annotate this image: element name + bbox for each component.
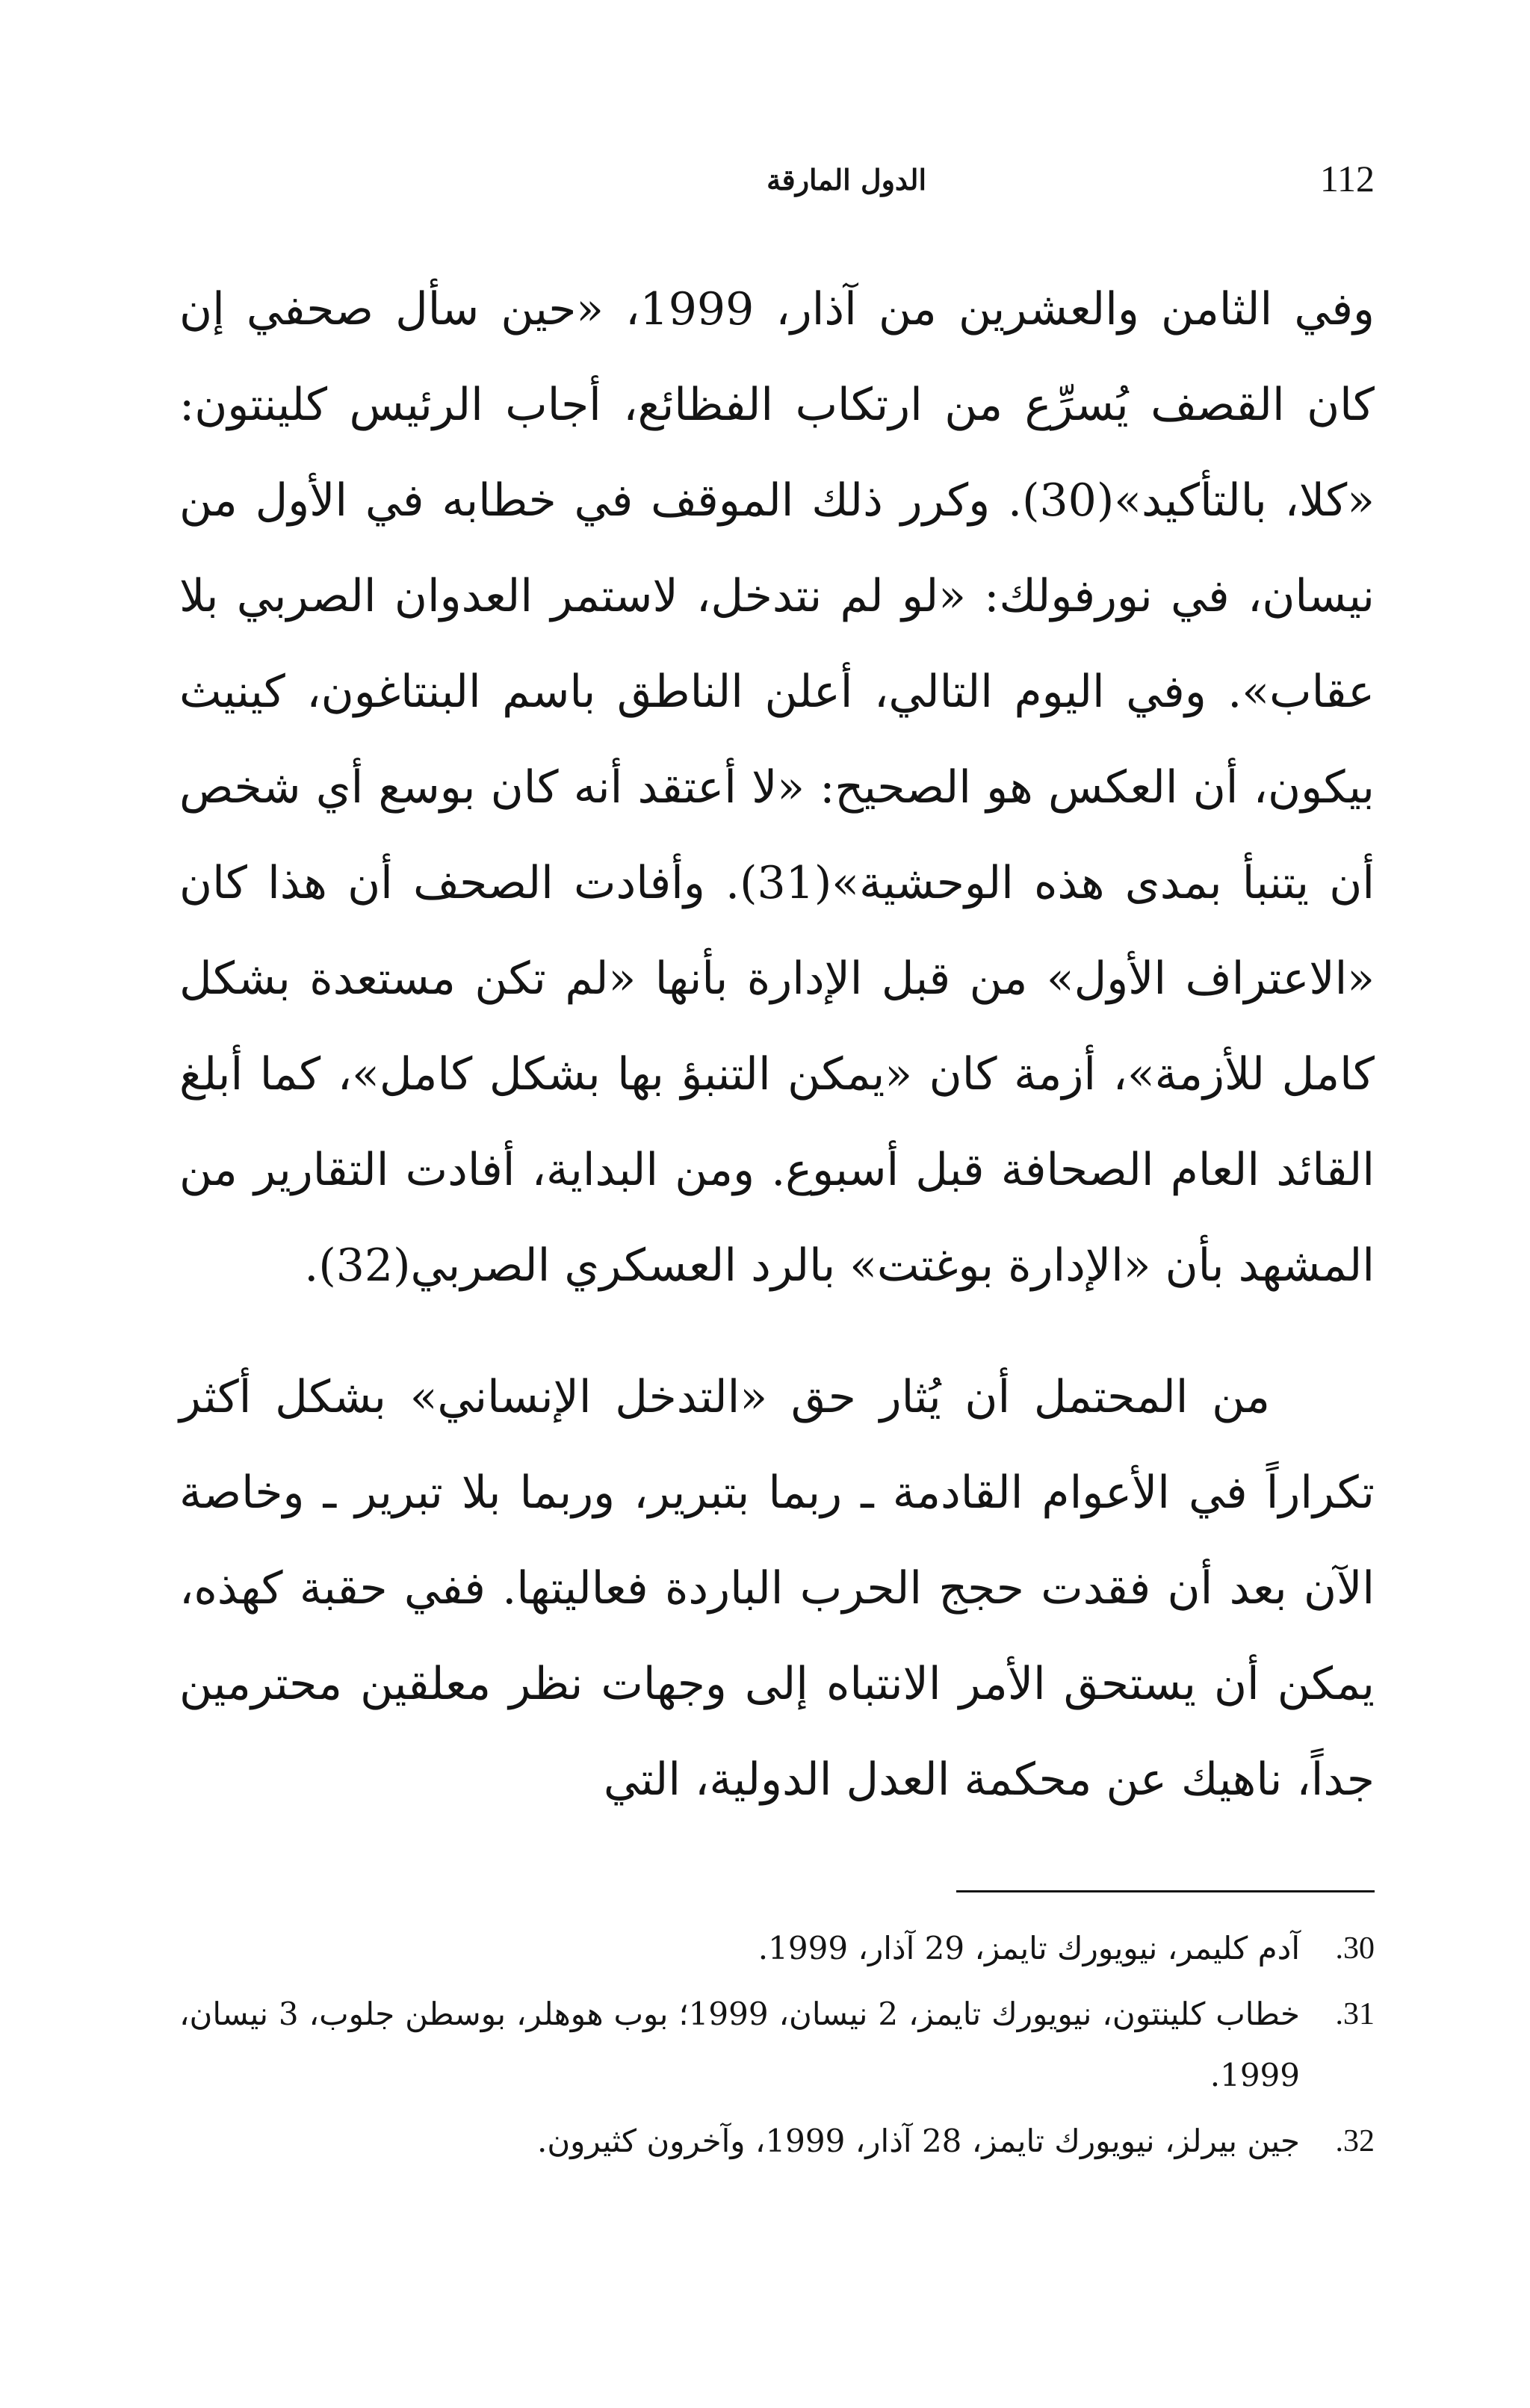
footnote-text: آدم كليمر، نيويورك تايمز، 29 آذار، 1999. (758, 1930, 1300, 1966)
footnote-number: 31. (1335, 1997, 1375, 2031)
running-header (179, 157, 1375, 217)
running-title: الدول المارقة (766, 163, 926, 196)
page-number: 112 (1319, 158, 1375, 199)
footnote-separator (956, 1890, 1375, 1892)
footnote-number: 32. (1335, 2124, 1375, 2158)
footnotes-section (179, 1890, 1375, 2176)
paragraph-1: وفي الثامن والعشرين من آذار، 1999، «حين سأل صحفي إن كان القصف يُسرِّع من ارتكاب الفظائع، أجاب الرئيس كلينتون: «كلا، بالتأكيد»(30). وكرر ذلك الموقف في خطابه في الأول من نيسان، في نورفولك: «لو لم نتدخل، لاستمر العدوان الصربي بلا عقاب». وفي اليوم التالي، أعلن الناطق باسم البنتاغون، كينيث بيكون، أن العكس هو الصحيح: «لا أعتقد أنه كان بوسع أي شخص أن يتنبأ بمدى هذه الوحشية»(31). وأفادت الصحف أن هذا كان «الاعتراف الأول» من قبل الإدارة بأنها «لم تكن مستعدة بشكل كامل للأزمة»، أزمة كان «يمكن التنبؤ بها بشكل كامل»، كما أبلغ القائد العام الصحافة قبل أسبوع. ومن البداية، أفادت التقارير من المشهد بأن «الإدارة بوغتت» بالرد العسكري الصربي(32). (179, 283, 1375, 1292)
body-text (179, 261, 1375, 1827)
footnote-text: خطاب كلينتون، نيويورك تايمز، 2 نيسان، 1999؛ بوب هوهلر، بوسطن جلوب، 3 نيسان، 1999. (179, 1996, 1300, 2093)
footnote-number: 30. (1335, 1931, 1375, 1966)
paragraph-2: من المحتمل أن يُثار حق «التدخل الإنساني» بشكل أكثر تكراراً في الأعوام القادمة ـ ربما بتبرير، وربما بلا تبرير ـ وخاصة الآن بعد أن فقدت حجج الحرب الباردة فعاليتها. ففي حقبة كهذه، يمكن أن يستحق الأمر الانتباه إلى وجهات نظر معلقين محترمين جداً، ناهيك عن محكمة العدل الدولية، التي (179, 1371, 1375, 1806)
footnote-text: جين بيرلز، نيويورك تايمز، 28 آذار، 1999، وآخرون كثيرون. (536, 2123, 1300, 2159)
book-page (179, 134, 1375, 2301)
footnote-32 (179, 2111, 1375, 2172)
footnote-31 (179, 1984, 1375, 2106)
footnote-30 (179, 1918, 1375, 1979)
